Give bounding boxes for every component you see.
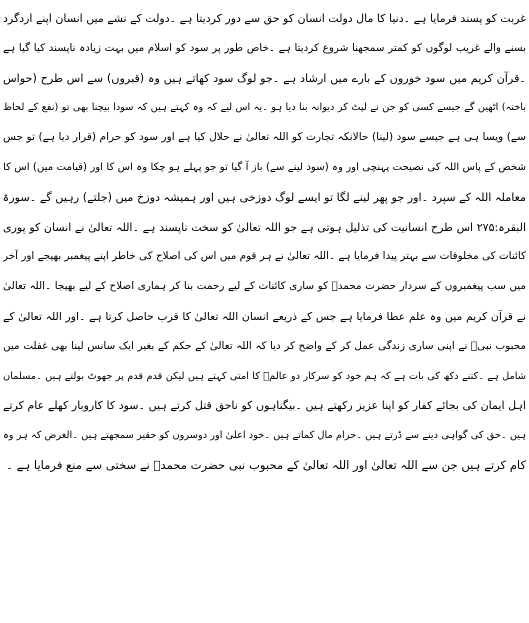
text-line: ہیں ۔حق کی گواہی دینے سے ڈرتے ہیں ۔حرام مال کماتے ہیں ۔خود اعلیٰ اور دوسروں کو حقیر سمجھتے ہیں ۔الغرض کہ ہر وہ bbox=[3, 430, 526, 442]
text-line: شامل ہے ۔کتنے دکھ کی بات ہے کہ ہم خود کو سرکار دو عالمؐ کا امتی کہتے ہیں لیکن قدم قدم پر جھوٹ بولتے ہیں ۔مسلمان bbox=[3, 370, 526, 382]
text-line: غربت کو پسند فرمایا ہے ۔دنیا کا مال دولت انسان کو حق سے دور کردیتا ہے ۔دولت کے نشے میں انسان اپنے اردگرد bbox=[3, 12, 526, 25]
text-line: محبوب نبیؐ نے اپنی ساری زندگی عمل کر کے واضح کر دیا کہ اللہ تعالیٰ کے حکم کے بغیر ایک سانس لینا بھی غفلت میں bbox=[3, 339, 526, 352]
text-line: بسنے والے غریب لوگوں کو کمتر سمجھنا شروع کردیتا ہے ۔خاص طور پر سود کو اسلام میں بہت زیادہ ناپسند کیا گیا ہے bbox=[3, 41, 526, 54]
text-line: کائنات کی مخلوقات سے بہتر پیدا فرمایا ہے ۔اللہ تعالیٰ نے ہر قوم میں اس کی اصلاح کی خاطر اپنے پیغمبر بھیجے اور آخر bbox=[3, 250, 526, 263]
text-line: نے قرآن کریم میں وہ علم عطا فرمایا ہے جس کے ذریعے انسان اللہ تعالیٰ کا قرب حاصل کرتا ہے ۔اور اللہ تعالیٰ کے bbox=[3, 309, 526, 323]
text-line: شخص کے پاس اللہ کی نصیحت پہنچی اور وہ (سود لینے سے) باز آ گیا تو جو پہلے ہو چکا وہ اس کا اور (قیامت میں) اس کا bbox=[3, 161, 526, 173]
text-line: معاملہ اللہ کے سپرد ۔اور جو پھر لینے لگا تو ایسے لوگ دوزخی ہیں اور ہمیشہ دوزخ میں (جلتے) رہیں گے ۔سورۃ bbox=[3, 190, 526, 204]
text-line: ۔قرآن کریم میں سود خوروں کے بارے میں ارشاد ہے ۔جو لوگ سود کھاتے ہیں وہ (قبروں) سے اس طرح (حواس bbox=[3, 71, 526, 85]
paragraph bbox=[3, 0, 526, 481]
document-page bbox=[3, 0, 526, 623]
text-line: سے) ویسا ہی ہے جیسے سود (لینا) حالانکہ تجارت کو اللہ تعالیٰ نے حلال کیا ہے اور سود کو حرام (قرار دیا ہے) تو جس bbox=[3, 131, 526, 144]
text-line: اہل ایمان کی بجائے کفار کو اپنا عزیز رکھتے ہیں ۔بیگناہوں کو ناحق قتل کرتے ہیں ۔سود کا کاروبار کھلے عام کرتے bbox=[3, 399, 526, 413]
text-line: کام کرتے ہیں جن سے اللہ تعالیٰ اور اللہ تعالیٰ کے محبوب نبی حضرت محمدؐ نے سختی سے منع فرمایا ہے ۔ bbox=[6, 457, 526, 472]
text-line: البقرہ:۲۷۵ اس طرح انسانیت کی تذلیل ہوتی ہے جو اللہ تعالیٰ کو سخت ناپسند ہے ۔اللہ تعالیٰ نے انسان کو پوری bbox=[3, 220, 526, 234]
text-line: باختہ) اٹھیں گے جیسے کسی کو جن نے لپٹ کر دیوانہ بنا دیا ہو ۔یہ اس لیے کہ وہ کہتے ہیں کہ سودا بیچنا بھی تو (نفع کے لحاظ bbox=[3, 102, 526, 114]
text-line: میں سب پیغمبروں کے سردار حضرت محمدؐ کو ساری کائنات کے لیے رحمت بنا کر ہماری اصلاح کے لیے بھیجا ۔اللہ تعالیٰ bbox=[3, 280, 526, 293]
